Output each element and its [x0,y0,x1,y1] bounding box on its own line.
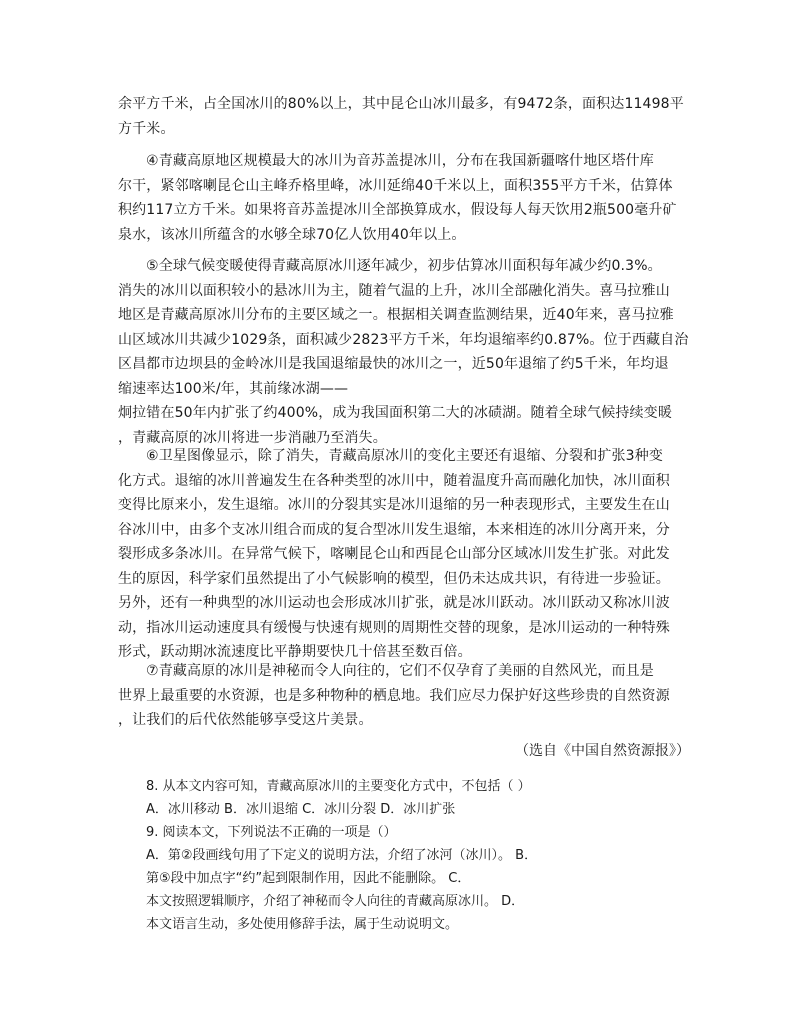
paragraph-5 [118,254,690,450]
paragraph-4 [118,149,690,247]
text-line: 地区是青藏高原冰川分布的主要区域之一。根据相关调查监测结果，近40年来，喜马拉雅 [118,307,674,323]
question-9-option-a: A．第②段画线句用了下定义的说明方法，介绍了冰河（冰川）。 B． [146,848,538,863]
text-line: ，让我们的后代依然能够享受这片美景。 [118,712,373,728]
text-line: 区昌都市边坝县的金岭冰川是我国退缩最快的冰川之一，近50年退缩了约5千米，年均退 [118,356,669,372]
text-line: 世界上最重要的水资源，也是多种物种的栖息地。我们应尽力保护好这些珍贵的自然资源 [118,687,670,704]
text-line: 尔干，紧邻喀喇昆仑山主峰乔格里峰，冰川延绵40千米以上，面积355平方千米，估算体 [118,177,673,194]
question-9-option-c: 本文按照逻辑顺序，介绍了神秘而令人向往的青藏高原冰川。 D． [146,894,525,909]
paragraph-6 [118,444,690,665]
text-line: ④青藏高原地区规模最大的冰川为音苏盖提冰川，分布在我国新疆喀什地区塔什库 [146,153,654,169]
text-line: ⑤全球气候变暖使得青藏高原冰川逐年减少，初步估算冰川面积每年减少约0.3%。 [146,258,662,274]
text-line: 裂形成多条冰川。在异常气候下，喀喇昆仑山和西昆仑山部分区域冰川发生扩张。对此发 [118,546,670,562]
text-line: 另外，还有一种典型的冰川运动也会形成冰川扩张，就是冰川跃动。冰川跃动又称冰川波 [118,595,670,611]
text-line: 余平方千米，占全国冰川的80%以上，其中昆仑山冰川最多，有9472条，面积达11498平 [118,96,684,112]
text-line: 缩速率达100米/年，其前缘冰湖—— [118,380,349,397]
text-line: 积约117立方千米。如果将音苏盖提冰川全部换算成水，假设每人每天饮用2瓶500毫升矿 [118,202,677,218]
paragraph-7 [118,659,690,733]
source-citation: （选自《中国自然资源报》） [515,743,690,759]
paragraph-intro [118,92,690,141]
question-block [146,775,666,936]
question-9-option-b: 第⑤段中加点字“约”起到限制作用，因此不能删除。 C． [146,871,471,886]
text-line: 形式，跃动期冰流速度比平静期要快几十倍甚至数百倍。 [118,644,472,660]
text-line: 消失的冰川以面积较小的悬冰川为主，随着气温的上升，冰川全部融化消失。喜马拉雅山 [118,282,670,299]
question-8-options: A．冰川移动 B．冰川退缩 C．冰川分裂 D．冰川扩张 [146,802,456,817]
text-line: 炯拉错在50年内扩张了约400%，成为我国面积第二大的冰碛湖。随着全球气候持续变暖 [118,405,672,421]
text-line: 方千米。 [118,120,175,137]
text-line: ⑦青藏高原的冰川是神秘而令人向往的，它们不仅孕育了美丽的自然风光，而且是 [146,663,654,679]
question-8-stem: 8. 从本文内容可知，青藏高原冰川的主要变化方式中，不包括（ ） [146,779,531,794]
question-9-stem: 9. 阅读本文，下列说法不正确的一项是（） [146,825,397,840]
text-line: 化方式。退缩的冰川普遍发生在各种类型的冰川中，随着温度升高而融化加快，冰川面积 [118,472,670,489]
text-line: ⑥卫星图像显示，除了消失，青藏高原冰川的变化主要还有退缩、分裂和扩张3种变 [146,448,664,464]
text-line: 变得比原来小，发生退缩。冰川的分裂其实是冰川退缩的另一种表现形式，主要发生在山 [118,497,670,513]
text-line: 山区域冰川共减少1029条，面积减少2823平方千米，年均退缩率约0.87%。位于西藏自治 [118,331,689,348]
text-line: 生的原因，科学家们虽然提出了小气候影响的模型，但仍未达成共识，有待进一步验证。 [118,570,670,587]
text-line: 泉水，该冰川所蕴含的水够全球70亿人饮用40年以上。 [118,226,466,243]
question-9-option-d: 本文语言生动，多处使用修辞手法，属于生动说明文。 [146,917,459,932]
text-line: 谷冰川中，由多个支冰川组合而成的复合型冰川发生退缩，本来相连的冰川分离开来，分 [118,521,670,538]
text-line: ，青藏高原的冰川将进一步消融乃至消失。 [118,429,387,446]
text-line: 动，指冰川运动速度具有缓慢与快速有规则的周期性交替的现象，是冰川运动的一种特殊 [118,619,670,636]
